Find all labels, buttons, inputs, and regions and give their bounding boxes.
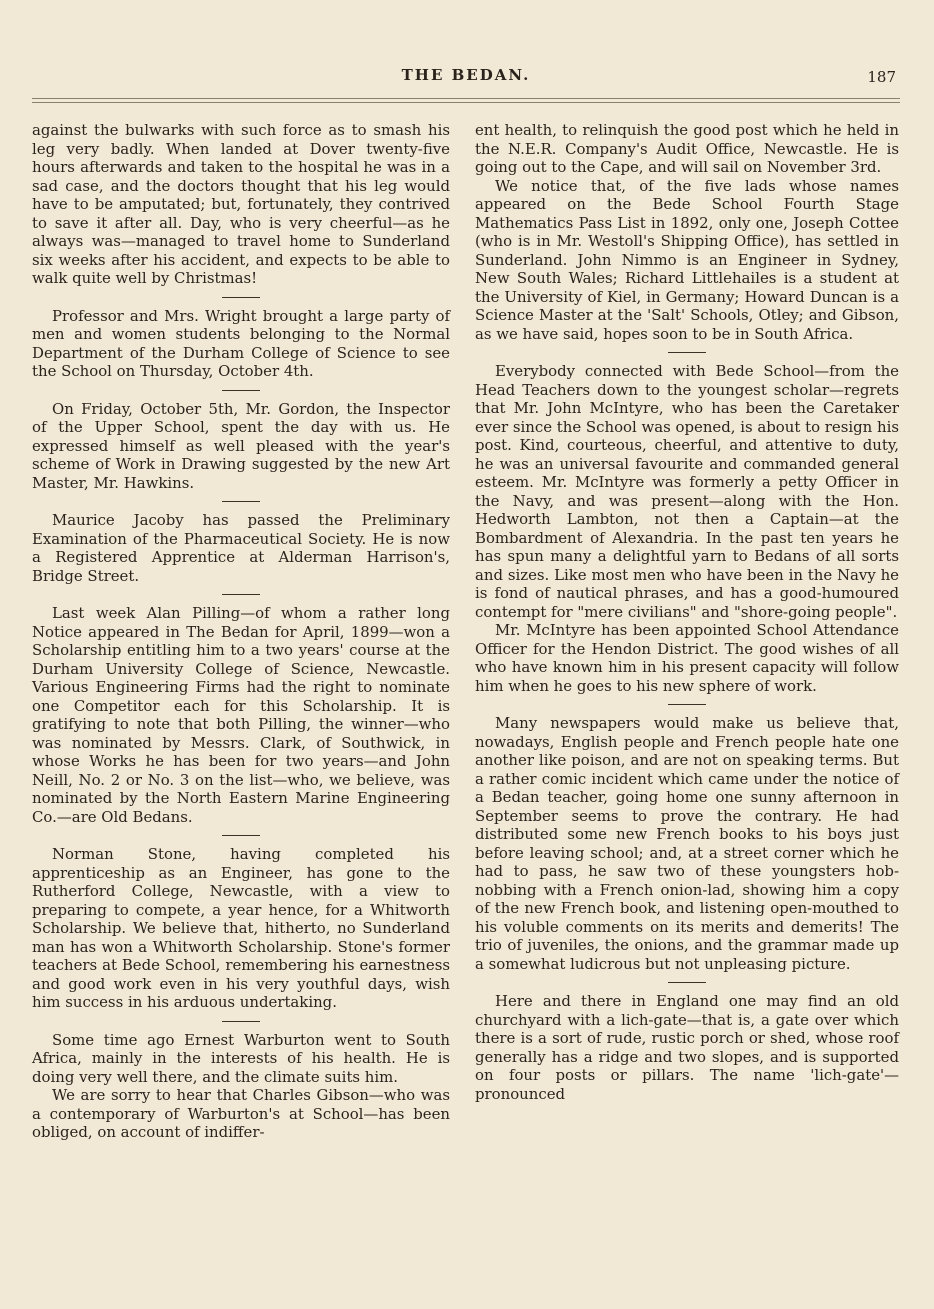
section-separator xyxy=(222,501,260,502)
paragraph: Maurice Jacoby has passed the Preliminary Examination of the Pharmaceutical Society. He is now a Registered Apprentice at Alderman Harrison's, Bridge Street. xyxy=(32,511,450,585)
paragraph: On Friday, October 5th, Mr. Gordon, the Inspector of the Upper School, spent the day with us. He expressed himself as well pleased with the year's scheme of Work in Drawing suggested by the new Art Master, Mr. Hawkins. xyxy=(32,399,450,492)
right-column xyxy=(475,121,899,1103)
paragraph: ent health, to relinquish the good post which he held in the N.E.R. Company's Audit Office, Newcastle. He is going out to the Cape, and will sail on November 3rd. xyxy=(475,121,899,176)
section-separator xyxy=(668,352,706,353)
page-number: 187 xyxy=(867,68,896,86)
section-separator xyxy=(668,982,706,983)
page-header xyxy=(32,66,900,96)
paragraph: Professor and Mrs. Wright brought a large party of men and women students belonging to the Normal Department of the Durham College of Science to see the School on Thursday, October 4th. xyxy=(32,306,450,380)
section-separator xyxy=(222,1021,260,1022)
journal-title: THE BEDAN. xyxy=(401,66,531,84)
left-column xyxy=(32,121,450,1142)
paragraph: Mr. McIntyre has been appointed School Attendance Officer for the Hendon District. The good wishes of all who have known him in his present capacity will follow him when he goes to his new sphere of work. xyxy=(475,621,899,695)
paragraph: Everybody connected with Bede School—from the Head Teachers down to the youngest scholar—regrets that Mr. John McIntyre, who has been the Caretaker ever since the School was opened, is about to resign his post. Kind, courteous, cheerful, and attentive to duty, he was an universal favourite and commanded general esteem. Mr. McIntyre was formerly a petty Officer in the Navy, and was present—along with the Hon. Hedworth Lambton, not then a Captain—at the Bombardment of Alexandria. In the past ten years he has spun many a delightful yarn to Bedans of all sorts and sizes. Like most men who have been in the Navy he is fond of nautical phrases, and has a good-humoured contempt for "mere civilians" and "shore-going people". xyxy=(475,362,899,621)
section-separator xyxy=(222,594,260,595)
paragraph: We are sorry to hear that Charles Gibson—who was a contemporary of Warburton's at School—has been obliged, on account of indiffer- xyxy=(32,1086,450,1141)
header-rule xyxy=(32,98,900,99)
paragraph: Norman Stone, having completed his apprenticeship as an Engineer, has gone to the Rutherford College, Newcastle, with a view to preparing to compete, a year hence, for a Whitworth Scholarship. We believe that, hitherto, no Sunderland man has won a Whitworth Scholarship. Stone's former teachers at Bede School, remembering his earnestness and good work even in his very youthful days, wish him success in his arduous undertaking. xyxy=(32,845,450,1011)
section-separator xyxy=(222,297,260,298)
paragraph: against the bulwarks with such force as to smash his leg very badly. When landed at Dover twenty-five hours afterwards and taken to the hospital he was in a sad case, and the doctors thought that his leg would have to be amputated; but, fortunately, they contrived to save it after all. Day, who is very cheerful—as he always was—managed to travel home to Sunderland six weeks after his accident, and expects to be able to walk quite well by Christmas! xyxy=(32,121,450,287)
paragraph: We notice that, of the five lads whose names appeared on the Bede School Fourth Stage Mathematics Pass List in 1892, only one, Joseph Cottee (who is in Mr. Westoll's Shipping Office), has settled in Sunderland. John Nimmo is an Engineer in Sydney, New South Wales; Richard Littlehailes is a student at the University of Kiel, in Germany; Howard Duncan is a Science Master at the 'Salt' Schools, Otley; and Gibson, as we have said, hopes soon to be in South Africa. xyxy=(475,176,899,343)
paragraph: Here and there in England one may find an old churchyard with a lich-gate—that is, a gate over which there is a sort of rude, rustic porch or shed, whose roof generally has a ridge and two slopes, and is supported on four posts or pillars. The name 'lich-gate'—pronounced xyxy=(475,992,899,1103)
header-rule-double xyxy=(32,102,900,103)
section-separator xyxy=(668,704,706,705)
paragraph: Many newspapers would make us believe that, nowadays, English people and French people hate one another like poison, and are not on speaking terms. But a rather comic incident which came under the notice of a Bedan teacher, going home one sunny afternoon in September seems to prove the contrary. He had distributed some new French books to his boys just before leaving school; and, at a street corner which he had to pass, he saw two of these youngsters hob-nobbing with a French onion-lad, showing him a copy of the new French book, and listening open-mouthed to his voluble comments on its merits and demerits! The trio of juveniles, the onions, and the grammar made up a somewhat ludicrous but not unpleasing picture. xyxy=(475,714,899,973)
section-separator xyxy=(222,835,260,836)
paragraph: Some time ago Ernest Warburton went to South Africa, mainly in the interests of his health. He is doing very well there, and the climate suits him. xyxy=(32,1030,450,1086)
section-separator xyxy=(222,390,260,391)
paragraph: Last week Alan Pilling—of whom a rather long Notice appeared in The Bedan for April, 1899—won a Scholarship entitling him to a two years' course at the Durham University College of Science, Newcastle. Various Engineering Firms had the right to nominate one Competitor each for this Scholarship. It is gratifying to note that both Pilling, the winner—who was nominated by Messrs. Clark, of Southwick, in whose Works he has been for two years—and John Neill, No. 2 or No. 3 on the list—who, we believe, was nominated by the North Eastern Marine Engineering Co.—are Old Bedans. xyxy=(32,604,450,826)
